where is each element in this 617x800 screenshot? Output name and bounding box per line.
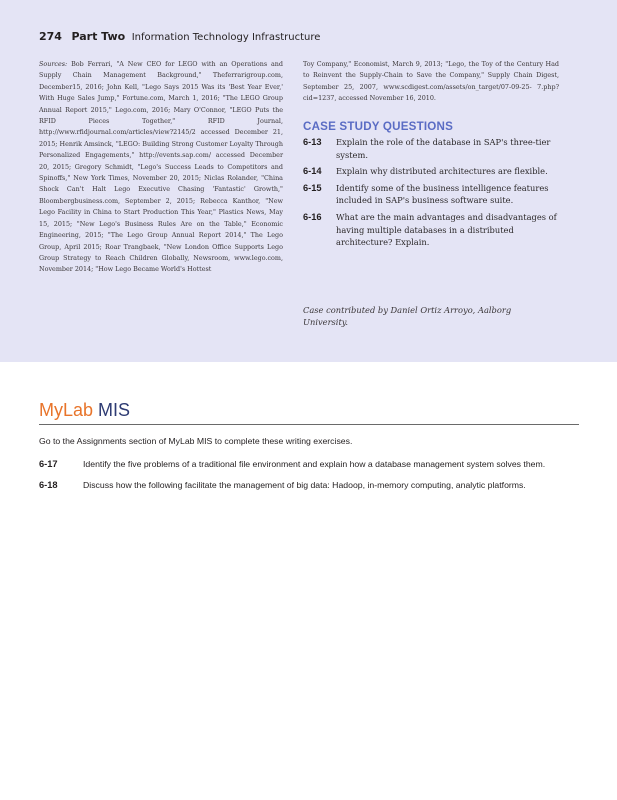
question-number: 6-15	[303, 182, 322, 193]
mylab-product: MIS	[98, 400, 131, 420]
part-label: Part Two	[71, 30, 126, 43]
exercise-item	[39, 479, 579, 492]
question-text: Identify some of the business intelligence features included in SAP's business software suite.	[336, 182, 549, 206]
question-item	[303, 211, 565, 249]
question-number: 6-13	[303, 137, 322, 147]
mylab-intro: Go to the Assignments section of MyLab MIS to complete these writing exercises.	[39, 436, 353, 446]
question-number: 6-14	[303, 166, 322, 177]
mylab-brand: MyLab	[39, 400, 94, 420]
exercise-number: 6-17	[39, 459, 58, 469]
mylab-section	[39, 400, 579, 500]
exercise-number: 6-18	[39, 479, 58, 490]
case-study-questions	[303, 136, 565, 253]
case-study-title: CASE STUDY QUESTIONS	[303, 120, 454, 133]
case-credit: Case contributed by Daniel Ortiz Arroyo, Aalborg University.	[303, 305, 512, 328]
sources-left-text: Bob Ferrari, "A New CEO for LEGO with an Operations and Supply Chain Management Background," Theferrarigroup.com, December15, 2016; John Kell, "Lego Says 2015 Was its 'Best Year Ever,' With Huge Sales Jump," Fortune.com, March 1, 2016; "The LEGO Group Annual Report 2015," Lego.com, 2016; Mary O'Connor, "LEGO Puts the RFID Pieces Together," RFID Journal, http://www.rfidjournal.com/articles/view?2145/2 accessed December 21, 2015; Henrik Amsinck, "LEGO: Building Strong Customer Loyalty Through Personalized Engagements," http://events.sap.com/ accessed December 20, 2015; Gregory Schmidt, "Lego's Success Leads to Competitors and Spinoffs," New York Times, November 20, 2015; Niclas Rolander, "China Shock Can't Halt Lego Executive Chasing 'Fantastic' Growth," Bloombergbusiness.com, September 2, 2015; Rebecca Kanthor, "New Lego Facility in China to Start Production This Year," Plastics News, May 15, 2015; "New Lego's Business Rules Are on the Table," Economic Engineering, 2015; "The Lego Group Annual Report 2014," The Lego Group, April 2015; Roar Trangbaek, "New London Office Supports Lego Group Strategy to Reach Children Globally, Newsroom, www.lego.com, November 2014; "How Lego Became World's Hottest	[39, 60, 283, 274]
divider	[39, 424, 579, 425]
question-number: 6-16	[303, 211, 322, 222]
question-text: Explain the role of the database in SAP's three-tier system.	[336, 137, 551, 160]
question-item	[303, 136, 565, 161]
exercise-text: Discuss how the following facilitate the management of big data: Hadoop, in-memory computing, analytic platforms.	[83, 479, 526, 490]
section-title: Information Technology Infrastructure	[131, 32, 321, 43]
question-text: What are the main advantages and disadvantages of having multiple databases in a distributed architecture? Explain.	[336, 211, 557, 248]
running-head	[39, 30, 320, 43]
exercise-list	[39, 458, 579, 492]
exercise-item	[39, 458, 579, 471]
exercise-text: Identify the five problems of a traditional file environment and explain how a database management system solves them.	[83, 459, 546, 469]
sources-lead: Sources:	[39, 60, 68, 68]
sources-left-column	[39, 59, 283, 276]
question-text: Explain why distributed architectures are flexible.	[336, 166, 548, 177]
sources-right-column: Toy Company," Economist, March 9, 2013; "Lego, the Toy of the Century Had to Reinvent the Supply-Chain to Save the Company," Supply Chain Digest, September 25, 2007, www.scdigest.com/assets/on_target/07-09-25- 7.php?cid=1237, accessed November 16, 2010.	[303, 60, 559, 103]
question-item	[303, 182, 565, 207]
page-number: 274	[39, 30, 62, 43]
question-item	[303, 165, 565, 178]
mylab-title	[39, 400, 579, 420]
